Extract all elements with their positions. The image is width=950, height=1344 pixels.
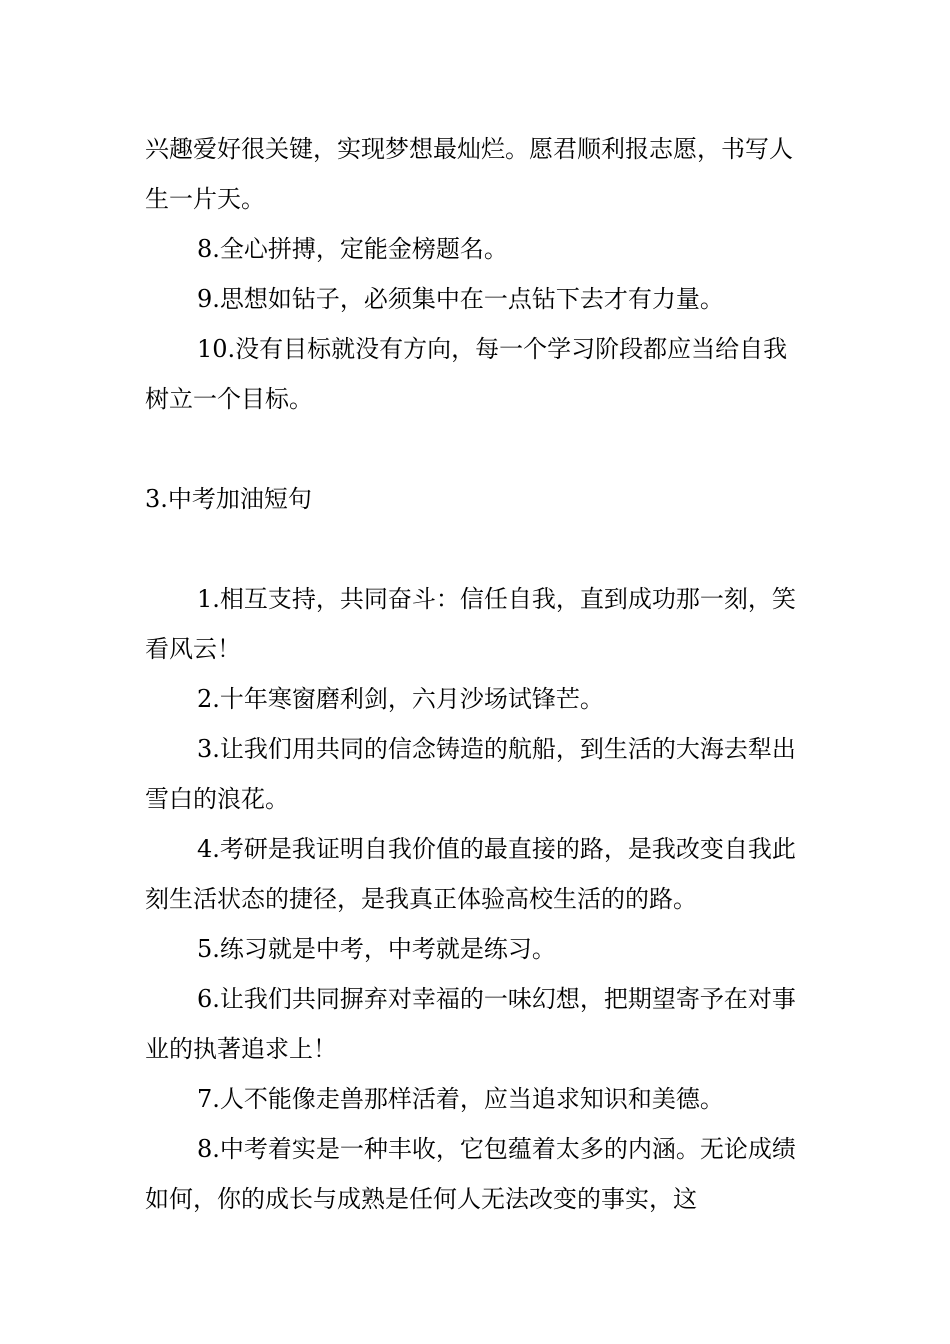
continuation-paragraph: 兴趣爱好很关键，实现梦想最灿烂。愿君顺利报志愿，书写人生一片天。	[145, 135, 793, 213]
section-heading: 3.中考加油短句	[145, 485, 312, 513]
spacer	[145, 424, 810, 474]
list-item: 3.让我们用共同的信念铸造的航船，到生活的大海去犁出雪白的浪花。	[145, 735, 796, 813]
list-item: 6.让我们共同摒弃对幸福的一味幻想，把期望寄予在对事业的执著追求上！	[145, 985, 796, 1063]
list-item: 1.相互支持，共同奋斗：信任自我，直到成功那一刻，笑看风云！	[145, 585, 796, 663]
list-item: 8.全心拼搏，定能金榜题名。	[197, 235, 508, 263]
list-item: 5.练习就是中考，中考就是练习。	[197, 935, 556, 963]
list-item: 10.没有目标就没有方向，每一个学习阶段都应当给自我树立一个目标。	[145, 335, 788, 413]
spacer	[145, 524, 810, 574]
list-item: 9.思想如钻子，必须集中在一点钻下去才有力量。	[197, 285, 724, 313]
list-item: 2.十年寒窗磨利剑，六月沙场试锋芒。	[197, 685, 604, 713]
list-item: 7.人不能像走兽那样活着，应当追求知识和美德。	[197, 1085, 724, 1113]
document-body	[145, 124, 810, 1224]
list-item: 8.中考着实是一种丰收，它包蕴着太多的内涵。无论成绩如何，你的成长与成熟是任何人无法改变的事实，这	[145, 1135, 796, 1213]
list-item: 4.考研是我证明自我价值的最直接的路，是我改变自我此刻生活状态的捷径，是我真正体验高校生活的的路。	[145, 835, 796, 913]
